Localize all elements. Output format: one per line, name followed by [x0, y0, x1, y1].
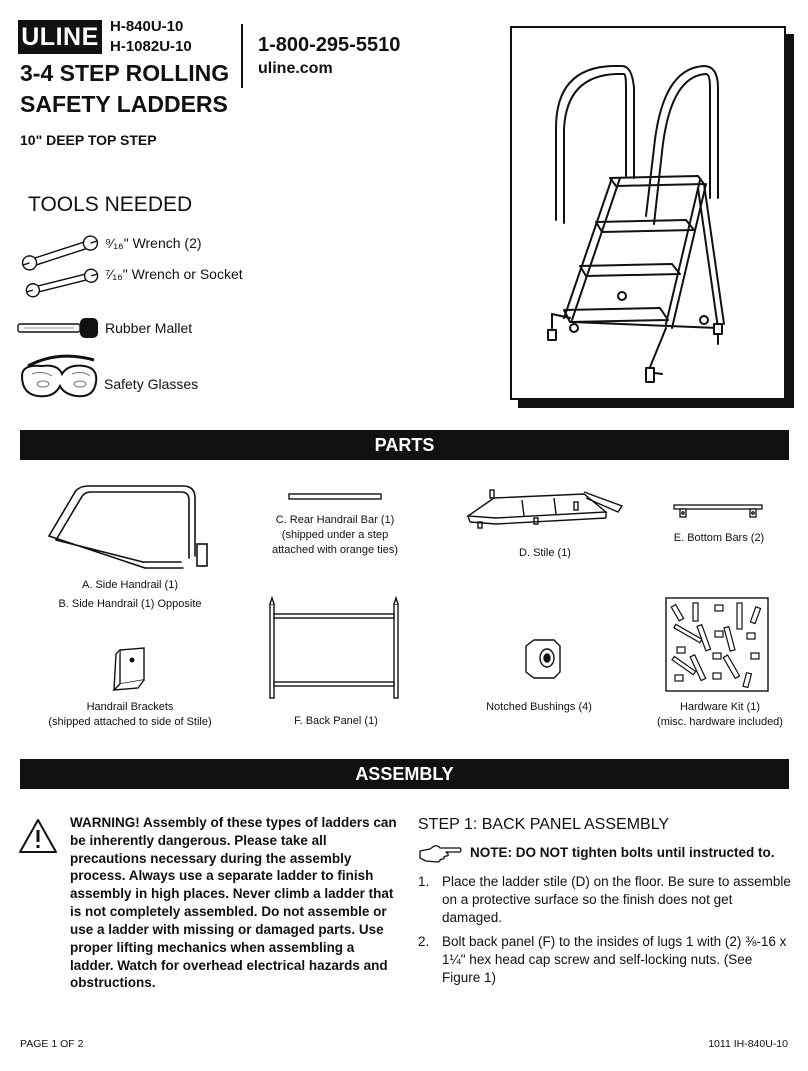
- side-handrail-illustration: [45, 484, 215, 574]
- back-panel-illustration: [264, 596, 408, 704]
- safety-glasses-icon: [18, 352, 102, 404]
- stile-illustration: [466, 488, 626, 532]
- title-line-1: 3-4 STEP ROLLING: [20, 60, 230, 86]
- subtitle: 10" DEEP TOP STEP: [20, 132, 157, 148]
- pointing-hand-icon: [418, 843, 462, 863]
- tools-heading: TOOLS NEEDED: [28, 193, 193, 216]
- handrail-brackets-caption-line-2: (shipped attached to side of Stile): [48, 715, 212, 728]
- part-c-caption-line-3: attached with orange ties): [272, 543, 398, 556]
- model-number-2: H-1082U-10: [110, 38, 192, 55]
- mallet-icon: [18, 316, 100, 340]
- step-item-2: [418, 933, 798, 985]
- website[interactable]: uline.com: [258, 60, 333, 77]
- tool-label-safety-glasses: Safety Glasses: [104, 376, 199, 392]
- hardware-kit-caption-line-2: (misc. hardware included): [657, 715, 783, 728]
- warning-text: Assembly of these types of ladders can be inherently dangerous. Please take all precautions necessary during the assembly process. Always use a separate ladder to finish assembly in high places. Never climb a ladder that is not completely assembled. Do not assemble or use a ladder with missing or damaged parts. Use proper lifting mechanics when assembling a ladder. Watch for overhead electrical hazards and obstructions.: [70, 815, 397, 991]
- part-e-caption: E. Bottom Bars (2): [673, 532, 765, 544]
- rolling-ladder-illustration: [512, 28, 784, 398]
- title-line-2: SAFETY LADDERS: [20, 91, 228, 117]
- wrench-icon: [18, 236, 102, 270]
- part-c-caption: [256, 513, 414, 558]
- wrench-icon: [22, 268, 102, 298]
- model-number-1: H-840U-10: [110, 18, 184, 35]
- uline-logo: ULINE: [18, 20, 102, 54]
- step-item-1-text: Place the ladder stile (D) on the floor. Be sure to assemble on a protective surface so the finish does not get damaged.: [442, 874, 791, 925]
- step-item-1: [418, 873, 798, 925]
- note-lead: NOTE: DO NOT: [470, 845, 569, 860]
- hardware-kit-caption-line-1: Hardware Kit (1): [679, 701, 761, 713]
- assembly-section-header: ASSEMBLY: [20, 759, 789, 789]
- warning-triangle-icon: [18, 818, 58, 854]
- handrail-brackets-caption-line-1: Handrail Brackets: [86, 701, 174, 713]
- rear-handrail-bar-illustration: [288, 492, 382, 502]
- bottom-bars-illustration: [670, 500, 766, 522]
- hardware-kit-illustration: [665, 597, 769, 692]
- handrail-bracket-illustration: [110, 646, 150, 696]
- tool-label-wrench-7-16: ⁷⁄₁₆" Wrench or Socket: [105, 266, 243, 282]
- page-number: PAGE 1 OF 2: [20, 1038, 84, 1050]
- tool-label-mallet: Rubber Mallet: [105, 320, 193, 336]
- step-1-heading: STEP 1: BACK PANEL ASSEMBLY: [418, 816, 670, 833]
- handrail-brackets-caption: [30, 700, 230, 730]
- part-a-caption: A. Side Handrail (1): [82, 579, 178, 591]
- part-f-caption: F. Back Panel (1): [294, 715, 378, 727]
- document-code: 1011 IH-840U-10: [708, 1038, 788, 1050]
- ladder-illustration-frame: [510, 26, 786, 400]
- step-item-2-number: 2.: [418, 934, 430, 949]
- notched-bushing-illustration: [520, 638, 564, 682]
- warning-paragraph: [70, 814, 400, 992]
- note-line: [470, 845, 775, 860]
- step-item-1-number: 1.: [418, 874, 430, 889]
- parts-section-header: PARTS: [20, 430, 789, 460]
- note-rest: tighten bolts until instructed to.: [572, 845, 775, 860]
- phone-number: 1-800-295-5510: [258, 34, 401, 56]
- part-d-caption: D. Stile (1): [519, 547, 571, 559]
- header-divider: [241, 24, 243, 88]
- warning-lead: WARNING!: [70, 815, 140, 830]
- part-c-caption-line-2: (shipped under a step: [281, 528, 389, 541]
- tool-label-wrench-9-16: ⁹⁄₁₆" Wrench (2): [105, 235, 202, 251]
- part-b-caption: B. Side Handrail (1) Opposite: [58, 598, 202, 610]
- step-item-2-text: Bolt back panel (F) to the insides of lugs 1 with (2) ⅜-16 x 1¼" hex head cap screw and self-locking nuts. (See Figure 1): [442, 934, 787, 985]
- bushings-caption: Notched Bushings (4): [486, 701, 592, 713]
- part-c-caption-line-1: C. Rear Handrail Bar (1): [275, 514, 395, 526]
- hardware-kit-caption: [645, 700, 795, 730]
